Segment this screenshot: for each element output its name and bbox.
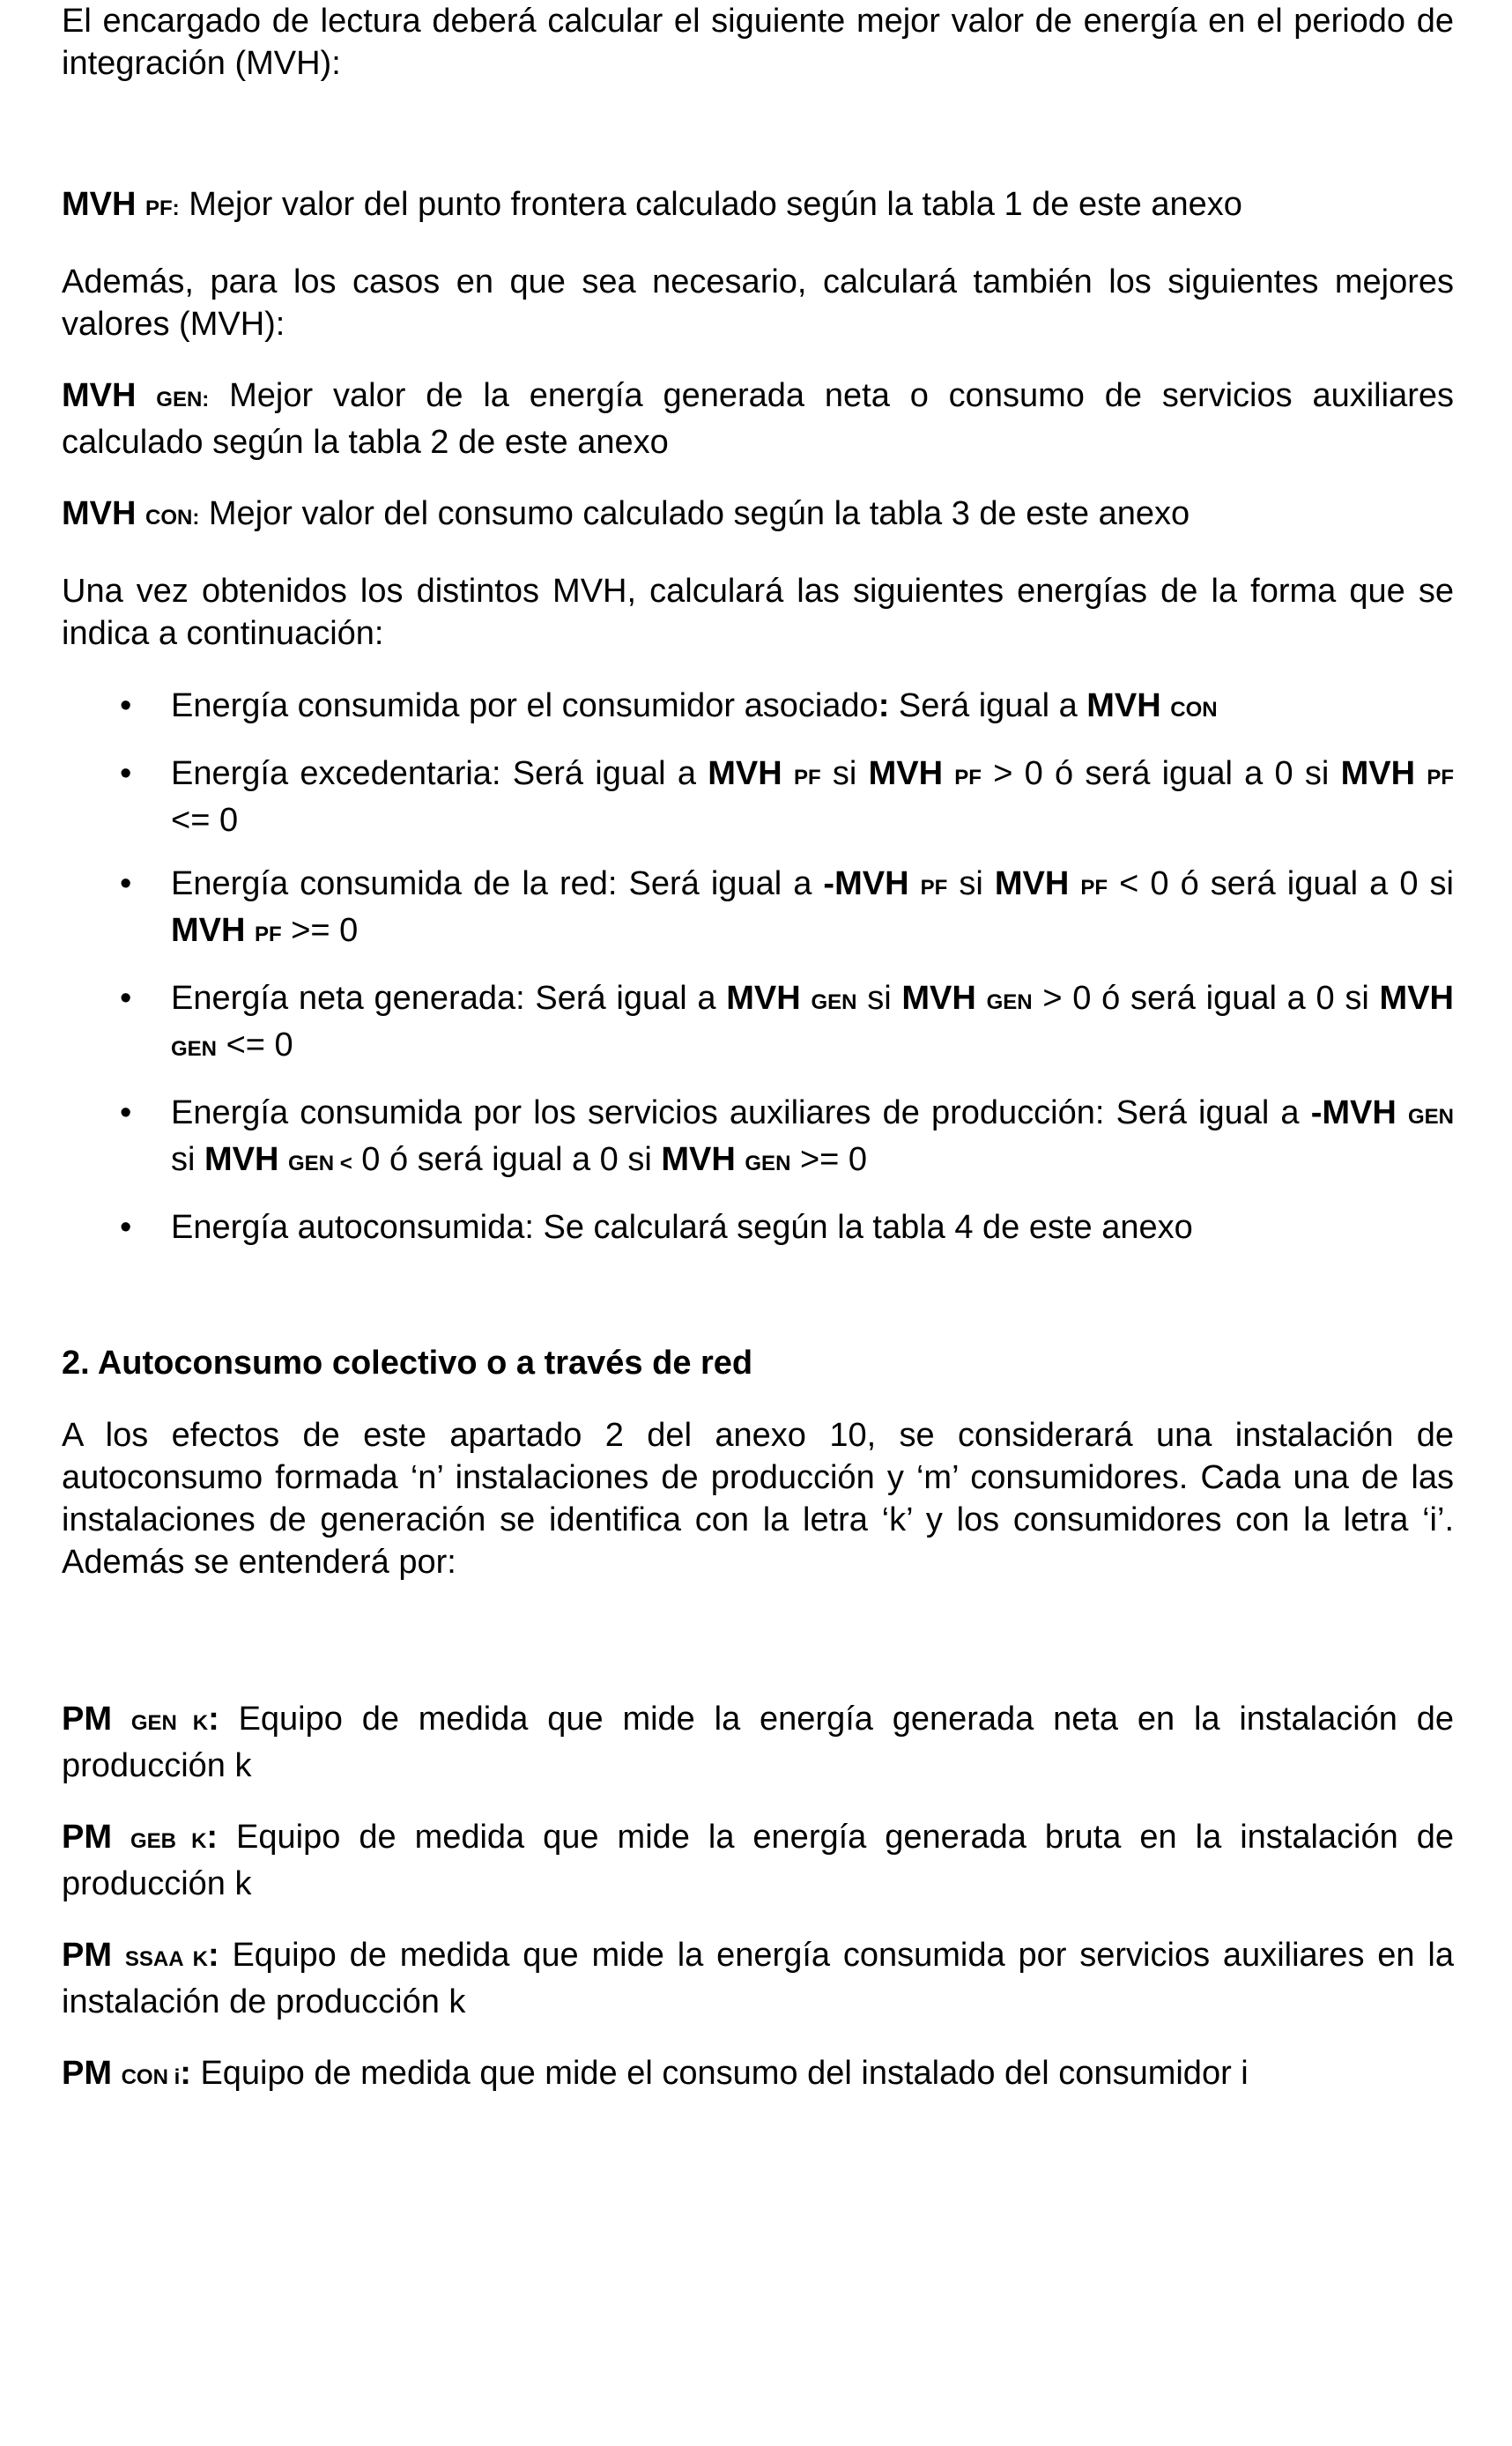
b5-text3: 0 ó será igual a 0 si (352, 1141, 662, 1178)
list-item (62, 685, 1454, 731)
pm-con-code: PM (62, 2055, 112, 2092)
section-2-title: 2. Autoconsumo colectivo o a través de red (62, 1345, 753, 1382)
b4-sub2: GEN (986, 990, 1033, 1014)
b4-sub1: GEN (811, 990, 857, 1014)
ademas-paragraph (62, 261, 1454, 345)
pm-con-colon: : (180, 2055, 191, 2092)
energy-list (62, 685, 1454, 1249)
b2-text2: si (820, 755, 869, 792)
def-mvh-gen (62, 374, 1454, 463)
b1-text2: Será igual a (889, 687, 1087, 724)
b3-sub3: PF (255, 923, 282, 946)
b2-sub1: PF (793, 766, 821, 789)
pm-con-text: Equipo de medida que mide el consumo del instalado del consumidor i (190, 2055, 1249, 2092)
pm-gen-text: Equipo de medida que mide la energía generada neta en la instalación de producción k (62, 1701, 1454, 1784)
b5-text2: si (171, 1141, 204, 1178)
pm-gen-code: PM (62, 1701, 112, 1738)
b5-sub1: GEN (1407, 1105, 1454, 1129)
b3-var1: -MVH (823, 865, 909, 902)
mvh-pf-text: Mejor valor del punto frontera calculado según la tabla 1 de este anexo (179, 186, 1242, 223)
b4-var1: MVH (726, 980, 801, 1017)
b5-text: Energía consumida por los servicios auxiliares de producción: Será igual a (171, 1094, 1311, 1131)
b3-sub2: PF (1080, 876, 1108, 900)
pm-ssaa-code: PM (62, 1937, 112, 1974)
bullet-icon: • (120, 980, 132, 1017)
mvh-gen-code: MVH (62, 377, 137, 414)
b4-text3: > 0 ó será igual a 0 si (1032, 980, 1380, 1017)
b3-sub1: PF (920, 876, 948, 900)
mvh-gen-sub: GEN: (156, 388, 210, 411)
b5-sub3: GEN (745, 1152, 791, 1175)
mvh-con-code: MVH (62, 495, 137, 532)
def-pm-gen (62, 1698, 1454, 1787)
b1-sub: CON (1170, 698, 1218, 722)
pm-gen-sub: GEN K (130, 1711, 209, 1735)
b2-sub2: PF (954, 766, 982, 789)
pm-geb-sub: GEB K (130, 1829, 207, 1853)
list-item (62, 977, 1454, 1071)
b3-var2: MVH (994, 865, 1070, 902)
def-pm-geb (62, 1816, 1454, 1905)
b5-var2: MVH (204, 1141, 279, 1178)
b1-var: MVH (1086, 687, 1161, 724)
b2-text3: > 0 ó será igual a 0 si (981, 755, 1341, 792)
b4-var2: MVH (901, 980, 976, 1017)
pm-geb-text: Equipo de medida que mide la energía generada bruta en la instalación de producción k (62, 1819, 1454, 1902)
mvh-con-text: Mejor valor del consumo calculado según la tabla 3 de este anexo (199, 495, 1190, 532)
bullet-icon: • (120, 755, 132, 792)
pm-ssaa-colon: : (207, 1937, 219, 1974)
una-vez-text: Una vez obtenidos los distintos MVH, calculará las siguientes energías de la forma que se indica a continuación: (62, 573, 1454, 652)
b4-text: Energía neta generada: Será igual a (171, 980, 727, 1017)
b2-var1: MVH (708, 755, 782, 792)
b3-text3: < 0 ó será igual a 0 si (1108, 865, 1455, 902)
section-2-text: A los efectos de este apartado 2 del anexo 10, se considerará una instalación de autoconsumo formada ‘n’ instalaciones de producción y ‘m’ consumidores. Cada una de las instalaciones de generación se identifica con la letra ‘k’ y los consumidores con la letra ‘i’. Además se entenderá por: (62, 1417, 1454, 1581)
document-page (62, 0, 1454, 2099)
intro-paragraph (62, 0, 1454, 85)
list-item (62, 1206, 1454, 1249)
b2-var2: MVH (868, 755, 944, 792)
b1-colon: : (878, 687, 890, 724)
b2-text: Energía excedentaria: Será igual a (171, 755, 708, 792)
b4-text2: si (856, 980, 902, 1017)
b5-text4: >= 0 (790, 1141, 868, 1178)
b3-text4: >= 0 (281, 912, 359, 949)
una-vez-paragraph (62, 570, 1454, 655)
b5-var1: -MVH (1310, 1094, 1397, 1131)
mvh-pf-sub: PF: (145, 196, 180, 220)
section-2-paragraph (62, 1414, 1454, 1583)
section-2-heading (62, 1342, 1454, 1384)
pm-geb-colon: : (206, 1819, 219, 1856)
mvh-pf-code: MVH (62, 186, 137, 223)
mvh-gen-text: Mejor valor de la energía generada neta o consumo de servicios auxiliares calculado según la tabla 2 de este anexo (62, 377, 1454, 461)
b4-text4: <= 0 (217, 1027, 293, 1064)
bullet-icon: • (120, 1209, 132, 1246)
bullet-icon: • (120, 1094, 132, 1131)
list-item (62, 863, 1454, 956)
def-pm-ssaa (62, 1934, 1454, 2023)
b5-sub2: GEN < (288, 1152, 352, 1175)
b4-sub3: GEN (171, 1037, 218, 1061)
def-pm-con (62, 2052, 1454, 2099)
intro-text: El encargado de lectura deberá calcular el siguiente mejor valor de energía en el periodo de integración (MVH): (62, 3, 1454, 82)
mvh-con-sub: CON: (145, 506, 200, 530)
b2-sub3: PF (1427, 766, 1455, 789)
pm-ssaa-sub: SSAA K (124, 1947, 208, 1971)
pm-gen-colon: : (208, 1701, 219, 1738)
b3-text: Energía consumida de la red: Será igual a (171, 865, 824, 902)
ademas-text: Además, para los casos en que sea necesario, calculará también los siguientes mejores valores (MVH): (62, 263, 1454, 343)
pm-ssaa-text: Equipo de medida que mide la energía consumida por servicios auxiliares en la instalación de producción k (62, 1937, 1454, 2020)
pm-geb-code: PM (62, 1819, 112, 1856)
def-mvh-pf (62, 183, 1454, 230)
def-mvh-con (62, 493, 1454, 539)
list-item (62, 752, 1454, 841)
pm-con-sub: CON i (121, 2065, 181, 2089)
b2-text4: <= 0 (171, 802, 239, 839)
b6-text: Energía autoconsumida: Se calculará según la tabla 4 de este anexo (171, 1209, 1193, 1246)
b5-var3: MVH (661, 1141, 736, 1178)
b1-text: Energía consumida por el consumidor asociado (171, 687, 878, 724)
b3-var3: MVH (171, 912, 246, 949)
list-item (62, 1092, 1454, 1185)
bullet-icon: • (120, 865, 132, 902)
bullet-icon: • (120, 687, 132, 724)
b2-var3: MVH (1340, 755, 1416, 792)
b3-text2: si (947, 865, 995, 902)
b4-var3: MVH (1379, 980, 1454, 1017)
